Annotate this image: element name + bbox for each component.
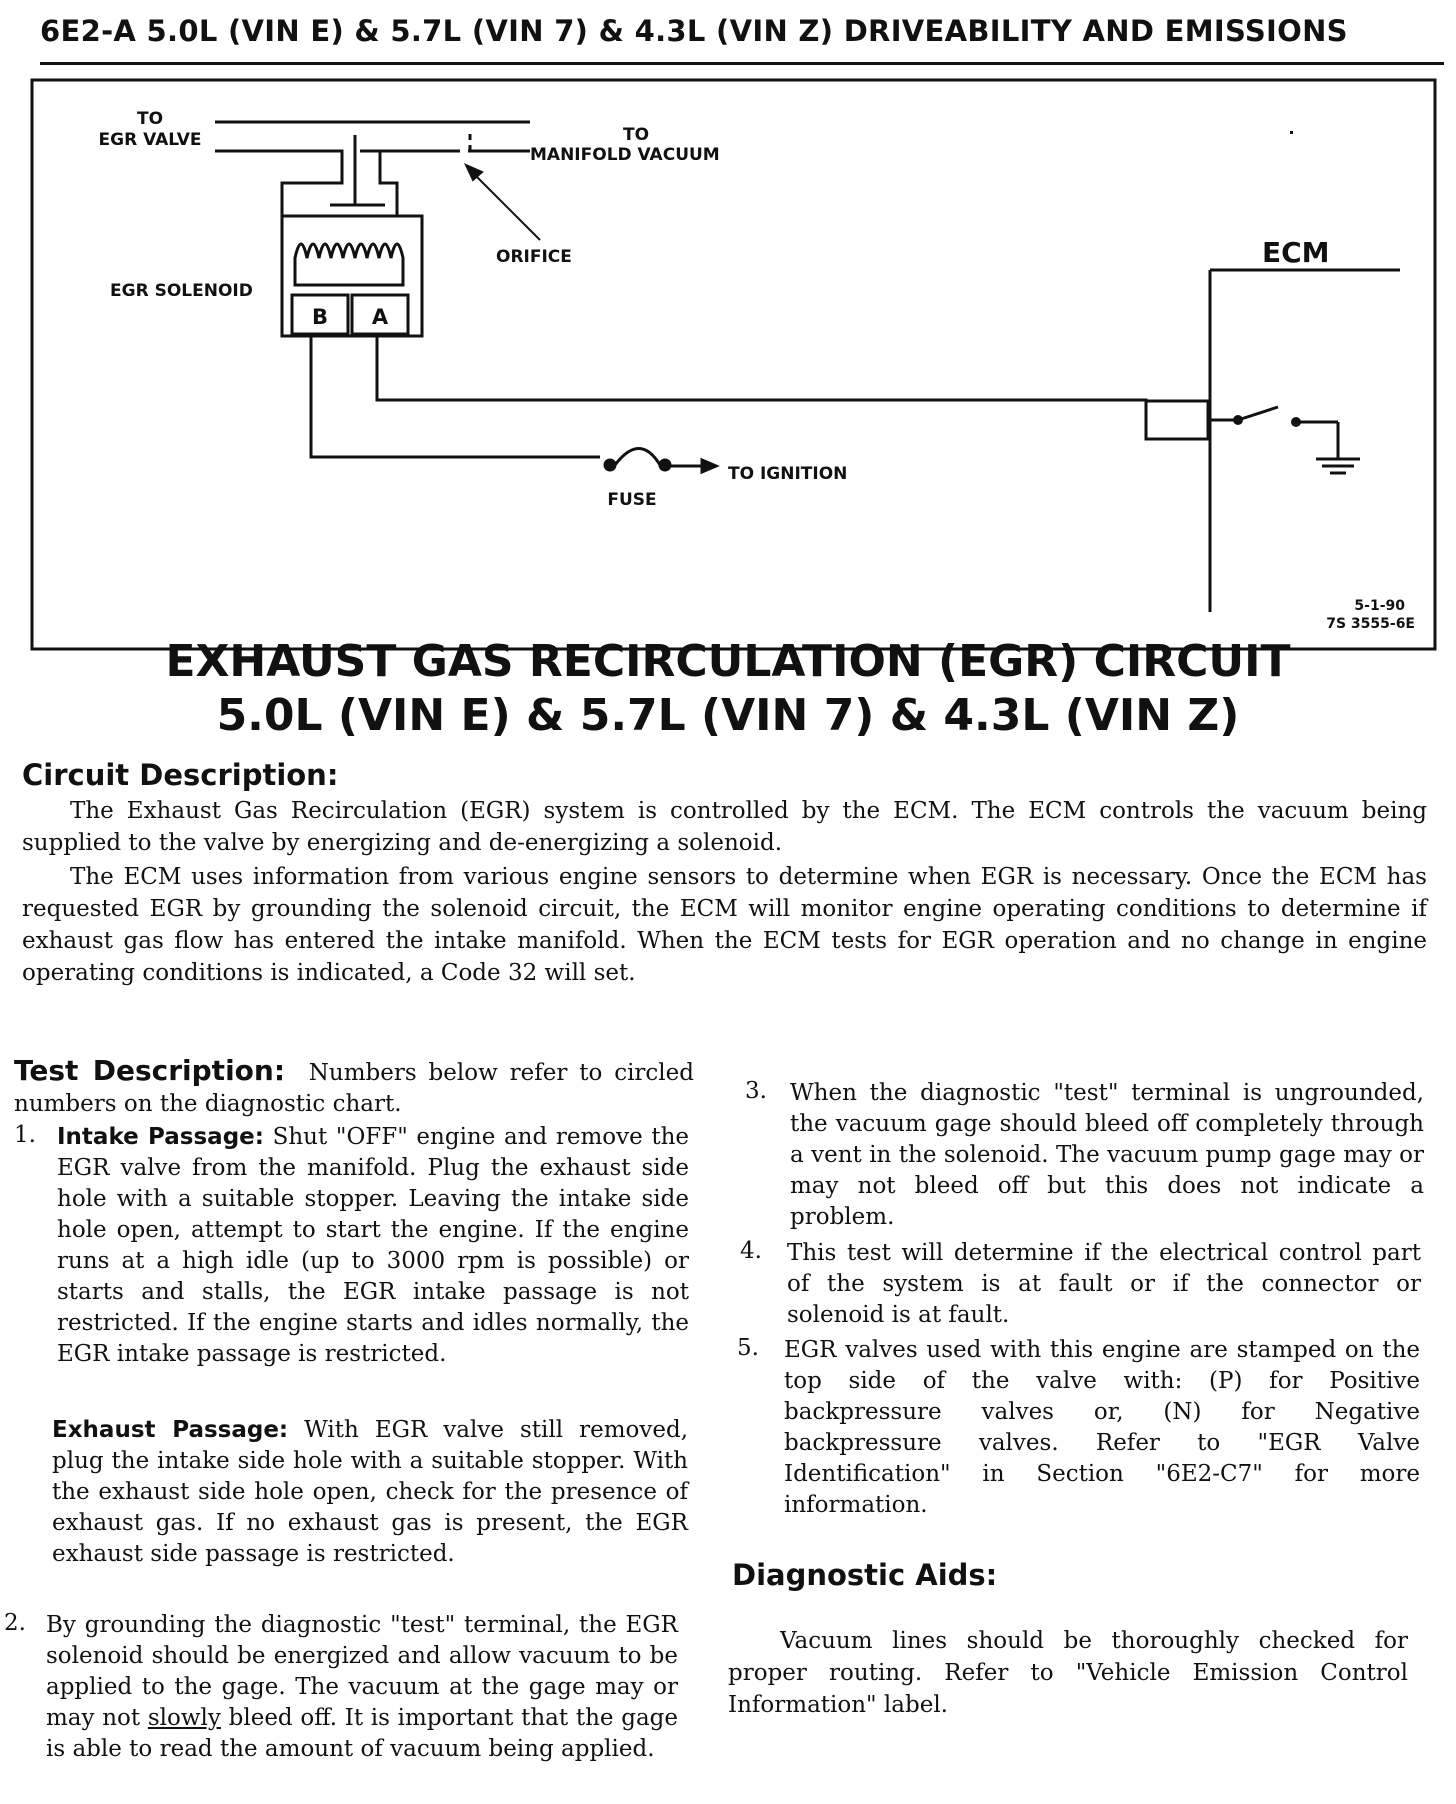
item-4-electrical-test: This test will determine if the electrical control part of the system is at fault or if the connector or solenoid is at fault. [787,1240,1421,1328]
item-1b-lead: Exhaust Passage: [52,1417,289,1443]
fuse-icon [605,449,670,471]
title-line-2: 5.0L (VIN E) & 5.7L (VIN 7) & 4.3L (VIN Z) [216,690,1240,741]
item-number-2: 2. [4,1610,26,1636]
item-2-text-a: By grounding the diagnostic "test" terminal, the EGR solenoid should be energized and allow vacuum to be applied to the gage. The vacuum at the gage may or may not [46,1612,678,1731]
circuit-description-heading: Circuit Description: [22,758,339,792]
item-5-valve-stamp: EGR valves used with this engine are stamped on the top side of the valve with: (P) for Positive backpressure valves or, (N) for Negative backpressure valves. Refer to "EGR Valve Identification" in Section "6E2-C7" for more information. [784,1337,1420,1518]
diagnostic-aids-heading: Diagnostic Aids: [732,1558,998,1592]
item-number-3: 3. [745,1078,767,1104]
egr-circuit-diagram [0,0,1456,660]
item-2-text-b: bleed off. It is important that the gage is able to read the amount of vacuum being applied. [46,1705,679,1762]
ref-date: 5-1-90 [1354,598,1405,614]
test-description-intro: Numbers below refer to circled numbers on the diagnostic chart. [14,1060,694,1117]
orifice-pointer [466,165,540,240]
item-number-5: 5. [737,1335,759,1361]
title-line-1: EXHAUST GAS RECIRCULATION (EGR) CIRCUIT [165,636,1291,687]
label-to-egr-valve-2: EGR VALVE [98,130,202,150]
label-fuse: FUSE [607,490,657,510]
circuit-paragraph-2: The ECM uses information from various engine sensors to determine when EGR is necessary. Once the ECM has requested EGR by grounding the solenoid circuit, the ECM will monitor engine operating conditions to determine if exhaust gas flow has entered the intake manifold. When the ECM tests for EGR operation and no change in engine operating conditions is indicated, a Code 32 will set. [22,864,1427,986]
solenoid-coil-icon [295,244,403,285]
item-2-grounding [46,1610,678,1765]
diagnostic-aids-text: Vacuum lines should be thoroughly checked for proper routing. Refer to "Vehicle Emission Control Information" label. [728,1628,1408,1718]
label-to-manifold-2: MANIFOLD VACUUM [530,145,720,165]
item-number-1: 1. [14,1122,36,1148]
item-1-text: Shut "OFF" engine and remove the EGR valve from the manifold. Plug the exhaust side hole with a suitable stopper. Leaving the intake side hole open, attempt to start the engine. If the engine runs at a high idle (up to 3000 rpm is possible) or starts and stalls, the EGR intake passage is not restricted. If the engine starts and idles normally, the EGR intake passage is restricted. [57,1124,690,1367]
item-1b-text: With EGR valve still removed, plug the intake side hole with a suitable stopper. With the exhaust side hole open, check for the presence of exhaust gas. If no exhaust gas is present, the EGR exhaust side passage is restricted. [52,1417,689,1567]
test-description-intro-block [14,1055,694,1120]
item-1-intake-passage [57,1122,689,1370]
page-header: 6E2-A 5.0L (VIN E) & 5.7L (VIN 7) & 4.3L (VIN Z) DRIVEABILITY AND EMISSIONS [40,14,1348,48]
ref-code: 7S 3555-6E [1326,616,1415,632]
terminal-b-label: B [311,305,329,329]
item-number-4: 4. [740,1238,762,1264]
circuit-wires [311,270,1400,612]
test-description-heading: Test Description: [14,1054,286,1087]
label-to-egr-valve-1: TO [136,109,164,129]
item-2-underlined: slowly [147,1705,221,1731]
terminal-a-label: A [371,305,389,329]
item-1-lead: Intake Passage: [57,1124,264,1150]
label-ecm: ECM [1262,236,1330,269]
stray-dot [1290,131,1293,134]
circuit-paragraph-1: The Exhaust Gas Recirculation (EGR) system is controlled by the ECM. The ECM controls the vacuum being supplied to the valve by energizing and de-energizing a solenoid. [22,798,1427,856]
label-egr-solenoid: EGR SOLENOID [110,281,253,301]
item-1b-exhaust-passage [52,1415,688,1570]
vacuum-lines [215,122,530,216]
diagram-frame [32,80,1435,649]
label-to-ignition: TO IGNITION [728,464,848,484]
item-3-ungrounded: When the diagnostic "test" terminal is ungrounded, the vacuum gage should bleed off completely through a vent in the solenoid. The vacuum pump gage may or may not bleed off but this does not indicate a problem. [790,1080,1424,1230]
label-to-manifold-1: TO [622,125,650,145]
label-orifice: ORIFICE [496,247,572,267]
ignition-arrow-icon [670,460,716,472]
